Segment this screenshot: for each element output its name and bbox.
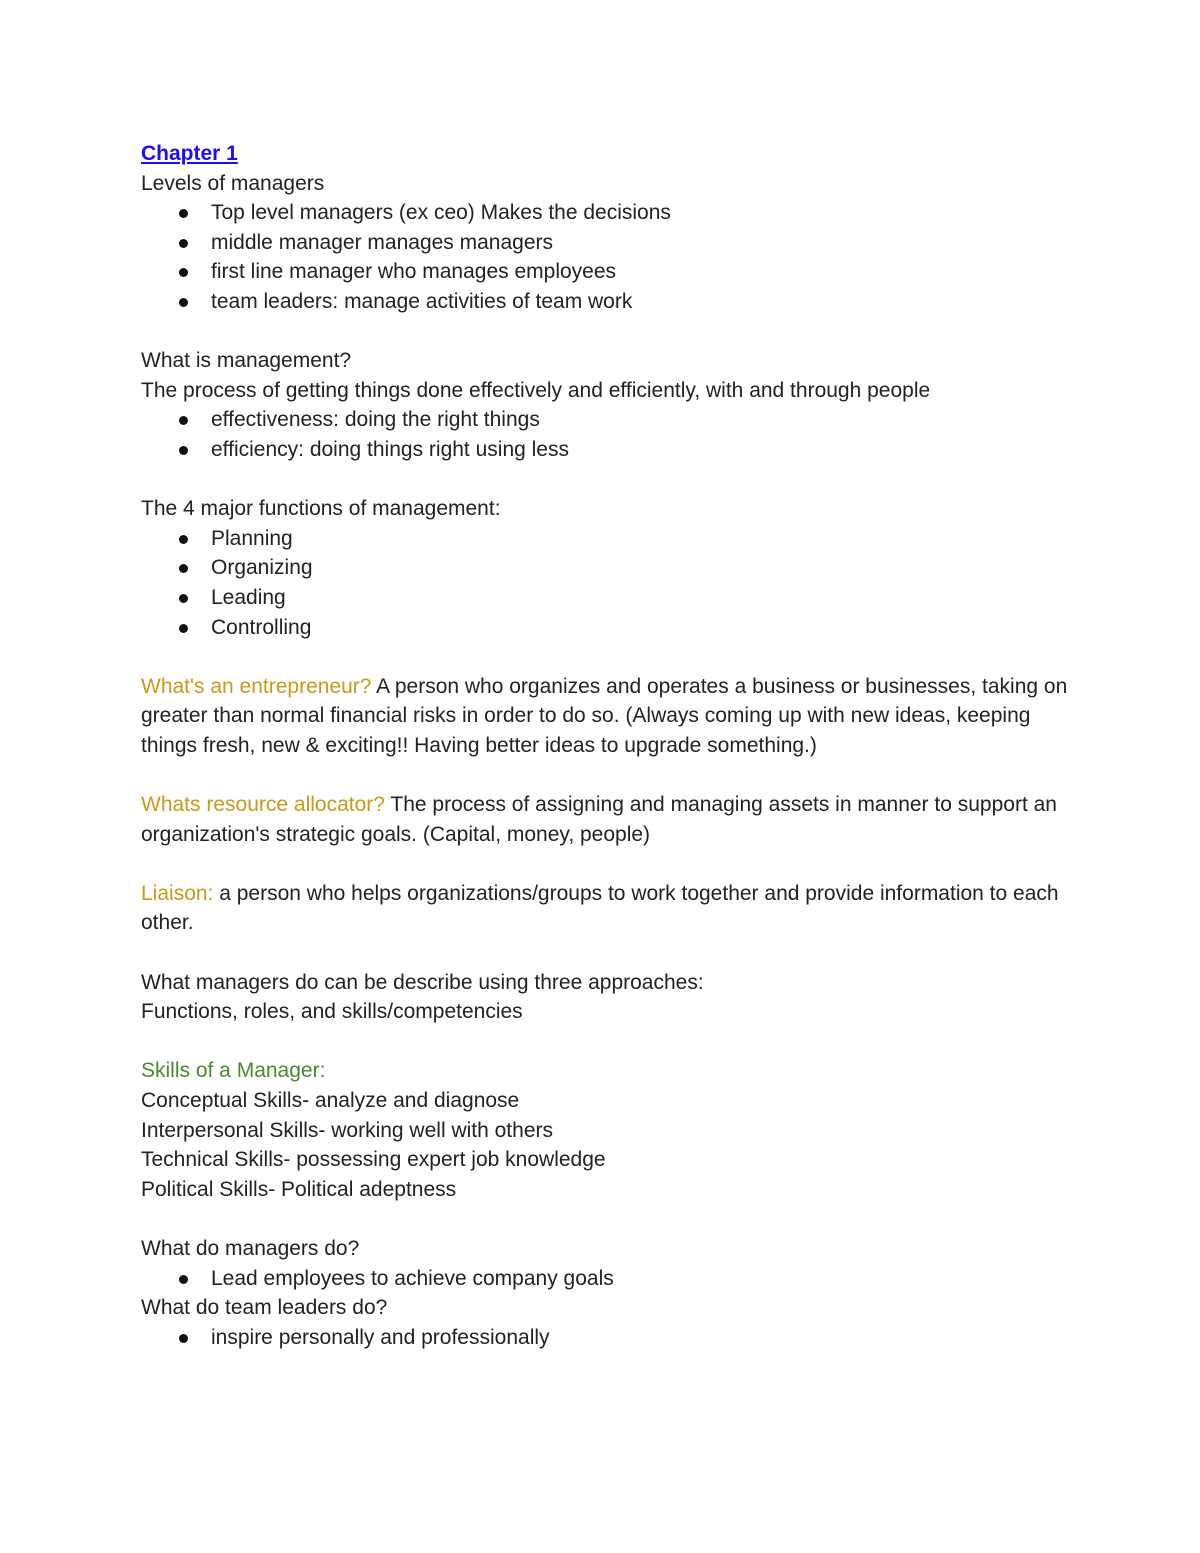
levels-heading: Levels of managers [141,171,325,195]
list-item: first line manager who manages employees [141,257,1071,287]
approaches-line-2: Functions, roles, and skills/competencies [141,1000,523,1024]
list-item: Planning [141,524,1071,554]
spacer [141,1204,1071,1234]
list-item: effectiveness: doing the right things [141,405,1071,435]
list-item: efficiency: doing things right using less [141,435,1071,465]
spacer [141,760,1071,790]
chapter-heading [141,139,1071,169]
list-item: Leading [141,583,1071,613]
entrepreneur-paragraph [141,672,1071,761]
spacer [141,465,1071,495]
spacer [141,642,1071,672]
list-item: Organizing [141,553,1071,583]
chapter-title-link[interactable]: Chapter 1 [141,142,238,165]
managers-do-question: What do managers do? [141,1236,360,1260]
skill-line: Technical Skills- possessing expert job knowledge [141,1148,606,1172]
skill-line: Conceptual Skills- analyze and diagnose [141,1089,520,1112]
skill-line: Political Skills- Political adeptness [141,1177,457,1201]
entrepreneur-definition: A person who organizes and operates a business or businesses, taking on greater than normal financial risks in order to do so. (Always coming up with new ideas, keeping things fresh, new & exciting!! Having better ideas to upgrade something.) [141,674,1068,757]
list-item: Lead employees to achieve company goals [141,1264,1071,1294]
list-item: team leaders: manage activities of team work [141,287,1071,317]
liaison-definition: a person who helps organizations/groups to work together and provide information to each other. [141,881,1059,935]
team-leaders-do-question: What do team leaders do? [141,1296,388,1320]
document-page [141,139,1071,1352]
functions-list [141,524,1071,642]
approaches-line-1: What managers do can be describe using three approaches: [141,970,704,994]
spacer [141,849,1071,879]
list-item: inspire personally and professionally [141,1323,1071,1353]
functions-heading: The 4 major functions of management: [141,497,501,521]
skills-heading: Skills of a Manager: [141,1059,326,1083]
resource-allocator-paragraph [141,790,1071,849]
management-question: What is management? [141,349,352,373]
entrepreneur-term: What's an entrepreneur? [141,674,372,698]
team-leaders-do-list [141,1323,1071,1353]
management-definition: The process of getting things done effectively and efficiently, with and through people [141,378,931,402]
spacer [141,317,1071,347]
spacer [141,1027,1071,1057]
levels-list [141,198,1071,316]
resource-allocator-definition: The process of assigning and managing assets in manner to support an organization's strategic goals. (Capital, money, people) [141,793,1057,846]
managers-do-list [141,1264,1071,1294]
list-item: Controlling [141,613,1071,643]
liaison-term: Liaison: [141,881,214,905]
skill-line: Interpersonal Skills- working well with others [141,1118,553,1142]
management-list [141,405,1071,464]
spacer [141,938,1071,968]
list-item: Top level managers (ex ceo) Makes the decisions [141,198,1071,228]
resource-allocator-term: Whats resource allocator? [141,793,385,817]
list-item: middle manager manages managers [141,228,1071,258]
liaison-paragraph [141,879,1071,938]
